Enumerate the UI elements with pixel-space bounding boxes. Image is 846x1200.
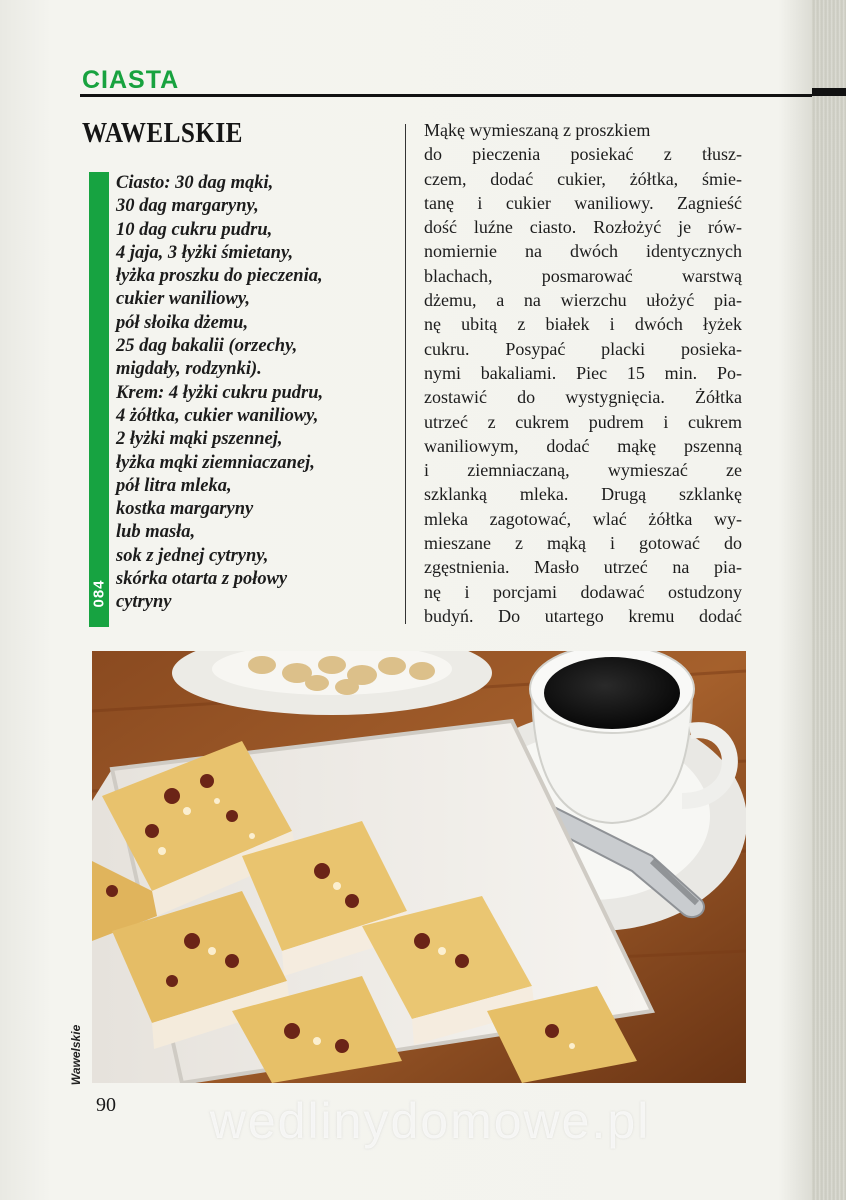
instruction-line: dżemu, a na wierzchu ułożyć pia- bbox=[424, 290, 742, 311]
ingredient-line: skórka otarta z połowy bbox=[116, 569, 288, 590]
recipe-photo bbox=[92, 651, 746, 1083]
cake-and-coffee-illustration bbox=[92, 651, 746, 1083]
header-rule bbox=[80, 94, 812, 97]
instruction-line: utrzeć z cukrem pudrem i cukrem bbox=[424, 411, 742, 432]
ingredient-line: łyżka proszku do pieczenia, bbox=[116, 266, 323, 287]
instruction-line: dość luźne ciasto. Rozłożyć je rów- bbox=[424, 217, 742, 238]
instruction-line: czem, dodać cukier, żółtka, śmie- bbox=[424, 168, 742, 189]
instruction-line: nymi bakaliami. Piec 15 min. Po- bbox=[424, 362, 742, 383]
ingredient-line: cytryny bbox=[116, 592, 172, 613]
ingredients-accent-bar bbox=[89, 172, 109, 627]
ingredient-line: Krem: 4 łyżki cukru pudru, bbox=[116, 382, 324, 403]
instruction-line: tanę i cukier waniliowy. Zagnieść bbox=[424, 192, 742, 213]
recipe-code: 084 bbox=[90, 578, 108, 608]
section-tab-marker bbox=[812, 88, 846, 96]
instruction-line: mleka zagotować, wlać żółtka wy- bbox=[424, 508, 742, 529]
ingredient-line: pół litra mleka, bbox=[116, 475, 232, 496]
ingredient-line: lub masła, bbox=[116, 522, 196, 543]
instruction-line: nę i porcjami dodawać ostudzony bbox=[424, 581, 742, 602]
ingredient-line: 4 jaja, 3 łyżki śmietany, bbox=[116, 242, 294, 263]
ingredient-line: łyżka mąki ziemniaczanej, bbox=[116, 452, 315, 473]
page-edge bbox=[812, 0, 846, 1200]
instruction-line: zostawić do wystygnięcia. Żółtka bbox=[424, 387, 742, 408]
side-label-text: Wawelskie bbox=[69, 1024, 84, 1086]
ingredient-line: pół słoika dżemu, bbox=[116, 312, 249, 333]
ingredient-line: sok z jednej cytryny, bbox=[116, 545, 269, 566]
instruction-line: szklanką mleka. Drugą szklankę bbox=[424, 484, 742, 505]
instruction-line: nę ubitą z białek i dwóch łyżek bbox=[424, 314, 742, 335]
ingredient-line: 30 dag margaryny, bbox=[116, 196, 259, 217]
column-divider bbox=[405, 124, 406, 624]
instruction-line: zgęstnienia. Masło utrzeć na pia- bbox=[424, 557, 742, 578]
ingredient-line: cukier waniliowy, bbox=[116, 289, 250, 310]
ingredient-line: Ciasto: 30 dag mąki, bbox=[116, 173, 274, 193]
page-number: 90 bbox=[96, 1094, 116, 1116]
ingredient-line: 25 dag bakalii (orzechy, bbox=[116, 336, 298, 357]
recipe-side-label bbox=[66, 1020, 86, 1090]
instruction-line: blachach, posmarować warstwą bbox=[424, 265, 742, 286]
instruction-line: nomiernie na dwóch identycznych bbox=[424, 241, 742, 262]
recipe-title: WAWELSKIE bbox=[82, 118, 243, 149]
instruction-line: Mąkę wymieszaną z proszkiem bbox=[424, 120, 651, 140]
section-title: CIASTA bbox=[82, 66, 180, 94]
instruction-line: cukru. Posypać placki posieka- bbox=[424, 338, 742, 359]
instructions-text bbox=[424, 118, 742, 628]
ingredient-line: kostka margaryny bbox=[116, 499, 254, 520]
ingredient-line: migdały, rodzynki). bbox=[116, 359, 262, 380]
recipe-code-badge bbox=[89, 560, 109, 626]
instruction-line: mieszane z mąką i gotować do bbox=[424, 533, 742, 554]
watermark: wedlinydomowe.pl bbox=[209, 1093, 651, 1149]
ingredient-line: 4 żółtka, cukier waniliowy, bbox=[116, 405, 319, 426]
instruction-line: i ziemniaczaną, wymieszać ze bbox=[424, 460, 742, 481]
instruction-line: waniliowym, dodać mąkę pszenną bbox=[424, 435, 742, 456]
instruction-line: do pieczenia posiekać z tłusz- bbox=[424, 144, 742, 165]
instruction-line: budyń. Do utartego kremu dodać bbox=[424, 605, 742, 626]
ingredient-line: 2 łyżki mąki pszennej, bbox=[116, 429, 283, 450]
ingredients-list bbox=[116, 172, 398, 615]
ingredient-line: 10 dag cukru pudru, bbox=[116, 219, 273, 240]
